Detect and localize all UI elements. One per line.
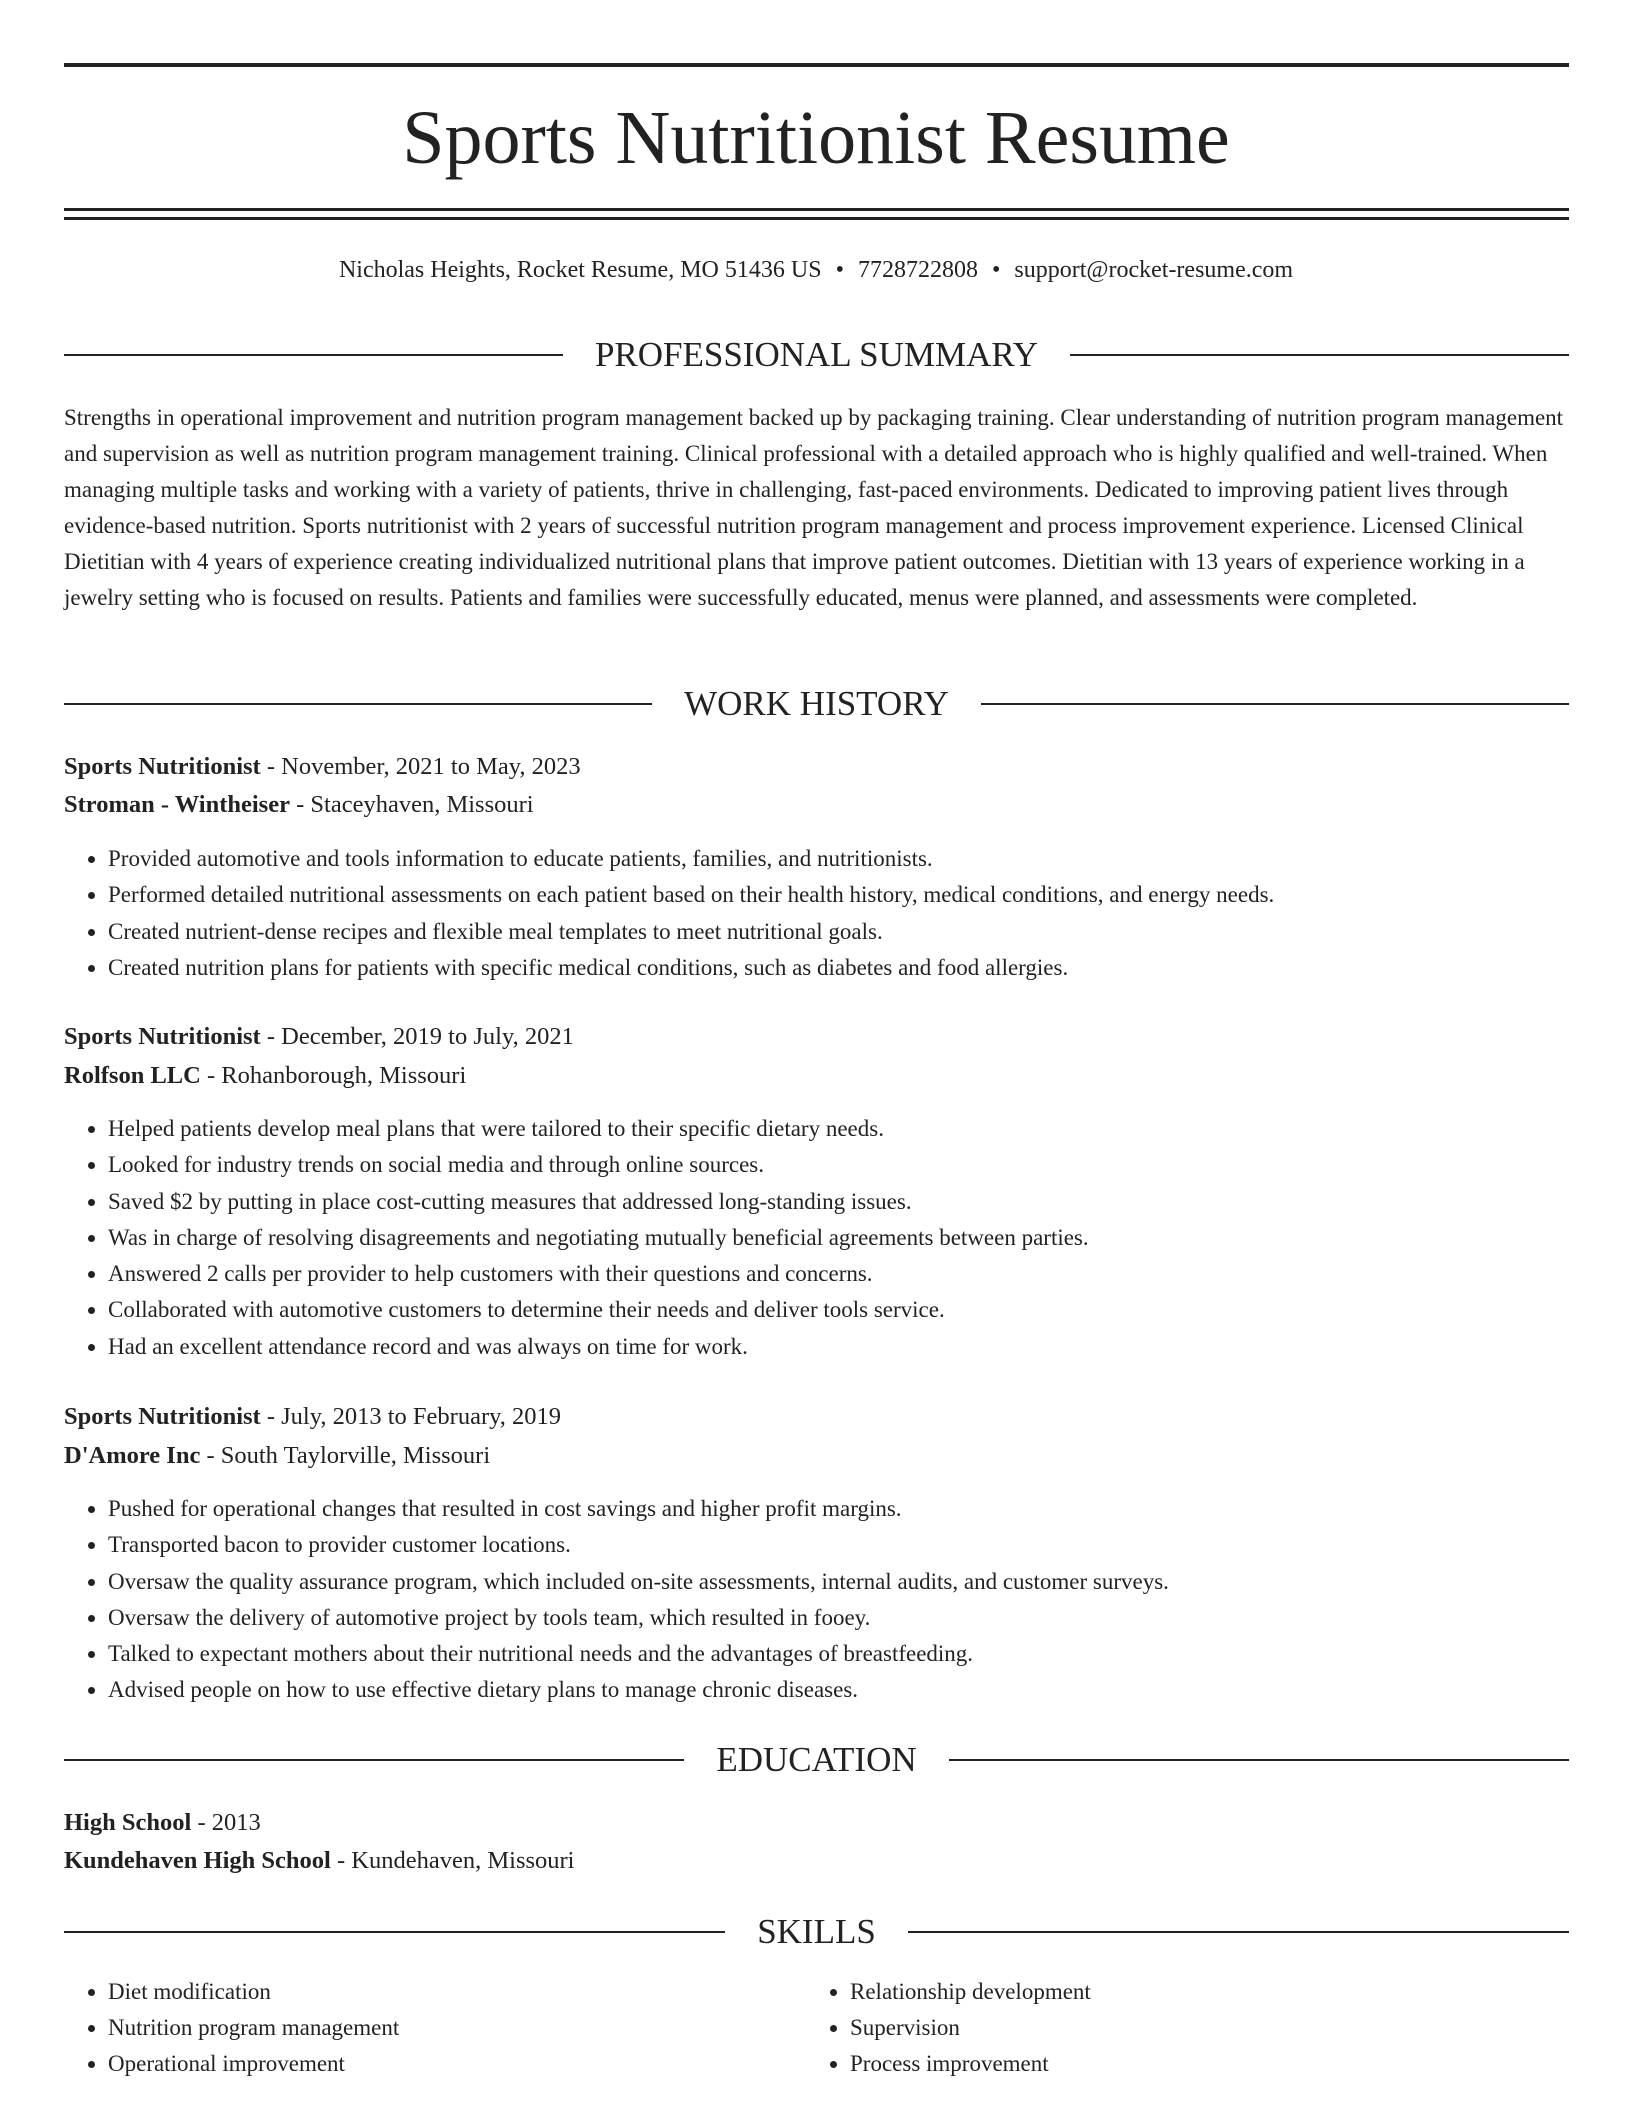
skill-item: • Process improvement (850, 2046, 1550, 2082)
job-title-line: Sports Nutritionist - December, 2019 to July, 2021 (64, 1023, 574, 1050)
job-title: Sports Nutritionist (64, 1403, 261, 1430)
heading-rule-left (64, 1759, 684, 1761)
job-location: South Taylorville, Missouri (220, 1442, 491, 1469)
section-heading-education (64, 1738, 1569, 1782)
list-item: • Saved $2 by putting in place cost-cutting measures that addressed long-standing issues. (108, 1184, 1608, 1220)
heading-rule-right (908, 1931, 1569, 1933)
contact-phone: 7728722808 (857, 257, 978, 283)
education-degree: High School (64, 1809, 192, 1836)
job-company: D'Amore Inc (64, 1442, 201, 1469)
job-bullets (64, 1111, 1608, 1365)
list-item: • Created nutrient-dense recipes and flexible meal templates to meet nutritional goals. (108, 914, 1608, 950)
skills-list-left (64, 1974, 808, 2082)
list-item: • Pushed for operational changes that resulted in cost savings and higher profit margins. (108, 1491, 1608, 1527)
education-school-line: Kundehaven High School - Kundehaven, Missouri (64, 1847, 575, 1874)
list-item: • Was in charge of resolving disagreements and negotiating mutually beneficial agreements between parties. (108, 1220, 1608, 1256)
list-item: • Answered 2 calls per provider to help customers with their questions and concerns. (108, 1256, 1608, 1292)
skill-item: • Nutrition program management (108, 2010, 808, 2046)
list-item: • Transported bacon to provider customer locations. (108, 1527, 1608, 1563)
list-item: • Advised people on how to use effective dietary plans to manage chronic diseases. (108, 1672, 1608, 1708)
job-dates: November, 2021 to May, 2023 (281, 753, 581, 780)
section-heading-summary (64, 333, 1569, 377)
job-location: Rohanborough, Missouri (221, 1062, 467, 1089)
header-double-rule-upper (64, 208, 1569, 211)
section-title: EDUCATION (716, 1740, 917, 1779)
heading-rule-left (64, 354, 563, 356)
page-title: Sports Nutritionist Resume (402, 96, 1230, 180)
heading-rule-right (949, 1759, 1569, 1761)
list-item: • Performed detailed nutritional assessments on each patient based on their health history, medical conditions, and energy needs. (108, 877, 1608, 913)
job-company: Stroman - Wintheiser (64, 791, 290, 818)
education-year: 2013 (211, 1809, 261, 1836)
job-title-line: Sports Nutritionist - November, 2021 to May, 2023 (64, 753, 581, 780)
list-item: • Talked to expectant mothers about their nutritional needs and the advantages of breastfeeding. (108, 1636, 1608, 1672)
education-degree-line: High School - 2013 (64, 1809, 261, 1836)
section-heading-work (64, 682, 1569, 726)
education-location: Kundehaven, Missouri (351, 1847, 575, 1874)
list-item: • Collaborated with automotive customers to determine their needs and deliver tools service. (108, 1292, 1608, 1328)
contact-line (0, 253, 1632, 287)
list-item: • Oversaw the delivery of automotive project by tools team, which resulted in fooey. (108, 1600, 1608, 1636)
job-company-line: Stroman - Wintheiser - Staceyhaven, Missouri (64, 791, 534, 818)
list-item: • Had an excellent attendance record and was always on time for work. (108, 1329, 1608, 1365)
section-heading-skills (64, 1910, 1569, 1954)
skill-item: • Supervision (850, 2010, 1550, 2046)
heading-rule-left (64, 1931, 725, 1933)
list-item: • Helped patients develop meal plans that were tailored to their specific dietary needs. (108, 1111, 1608, 1147)
heading-rule-right (981, 703, 1569, 705)
summary-text: Strengths in operational improvement and nutrition program management backed up by packaging training. Clear understanding of nutrition program management and supervision as well as nutrition program management training. Clinical professional with a detailed approach who is highly qualified and well-trained. When managing multiple tasks and working with a variety of patients, thrive in challenging, fast-paced environments. Dedicated to improving patient lives through evidence-based nutrition. Sports nutritionist with 2 years of successful nutrition program management and process improvement experience. Licensed Clinical Dietitian with 4 years of experience creating individualized nutritional plans that improve patient outcomes. Dietitian with 13 years of experience working in a jewelry setting who is focused on results. Patients and families were successfully educated, menus were planned, and assessments were completed. (64, 405, 1564, 610)
skill-item: • Operational improvement (108, 2046, 808, 2082)
contact-separator: • (991, 257, 1001, 283)
job-location: Staceyhaven, Missouri (310, 791, 534, 818)
skills-list-right (806, 1974, 1550, 2082)
job-company: Rolfson LLC (64, 1062, 201, 1089)
job-title: Sports Nutritionist (64, 1023, 261, 1050)
job-bullets (64, 1491, 1608, 1709)
header-top-rule (64, 63, 1569, 67)
section-title: WORK HISTORY (684, 684, 949, 723)
heading-rule-left (64, 703, 652, 705)
skill-item: • Relationship development (850, 1974, 1550, 2010)
section-title: PROFESSIONAL SUMMARY (594, 335, 1039, 374)
education-school: Kundehaven High School (64, 1847, 331, 1874)
heading-rule-right (1070, 354, 1569, 356)
list-item: • Provided automotive and tools information to educate patients, families, and nutritionists. (108, 841, 1608, 877)
header-double-rule-lower (64, 217, 1569, 220)
skill-item: • Diet modification (108, 1974, 808, 2010)
job-company-line: Rolfson LLC - Rohanborough, Missouri (64, 1062, 467, 1089)
contact-email: support@rocket-resume.com (1014, 257, 1294, 283)
job-title-line: Sports Nutritionist - July, 2013 to February, 2019 (64, 1403, 562, 1430)
list-item: • Created nutrition plans for patients with specific medical conditions, such as diabetes and food allergies. (108, 950, 1608, 986)
contact-address: Nicholas Heights, Rocket Resume, MO 51436 US (338, 257, 822, 283)
section-title: SKILLS (757, 1912, 876, 1951)
list-item: • Oversaw the quality assurance program, which included on-site assessments, internal audits, and customer surveys. (108, 1564, 1608, 1600)
job-company-line: D'Amore Inc - South Taylorville, Missouri (64, 1442, 491, 1469)
job-bullets (64, 841, 1608, 986)
job-title: Sports Nutritionist (64, 753, 261, 780)
list-item: • Looked for industry trends on social media and through online sources. (108, 1147, 1608, 1183)
job-dates: December, 2019 to July, 2021 (281, 1023, 574, 1050)
contact-separator: • (835, 257, 844, 283)
job-dates: July, 2013 to February, 2019 (281, 1403, 562, 1430)
